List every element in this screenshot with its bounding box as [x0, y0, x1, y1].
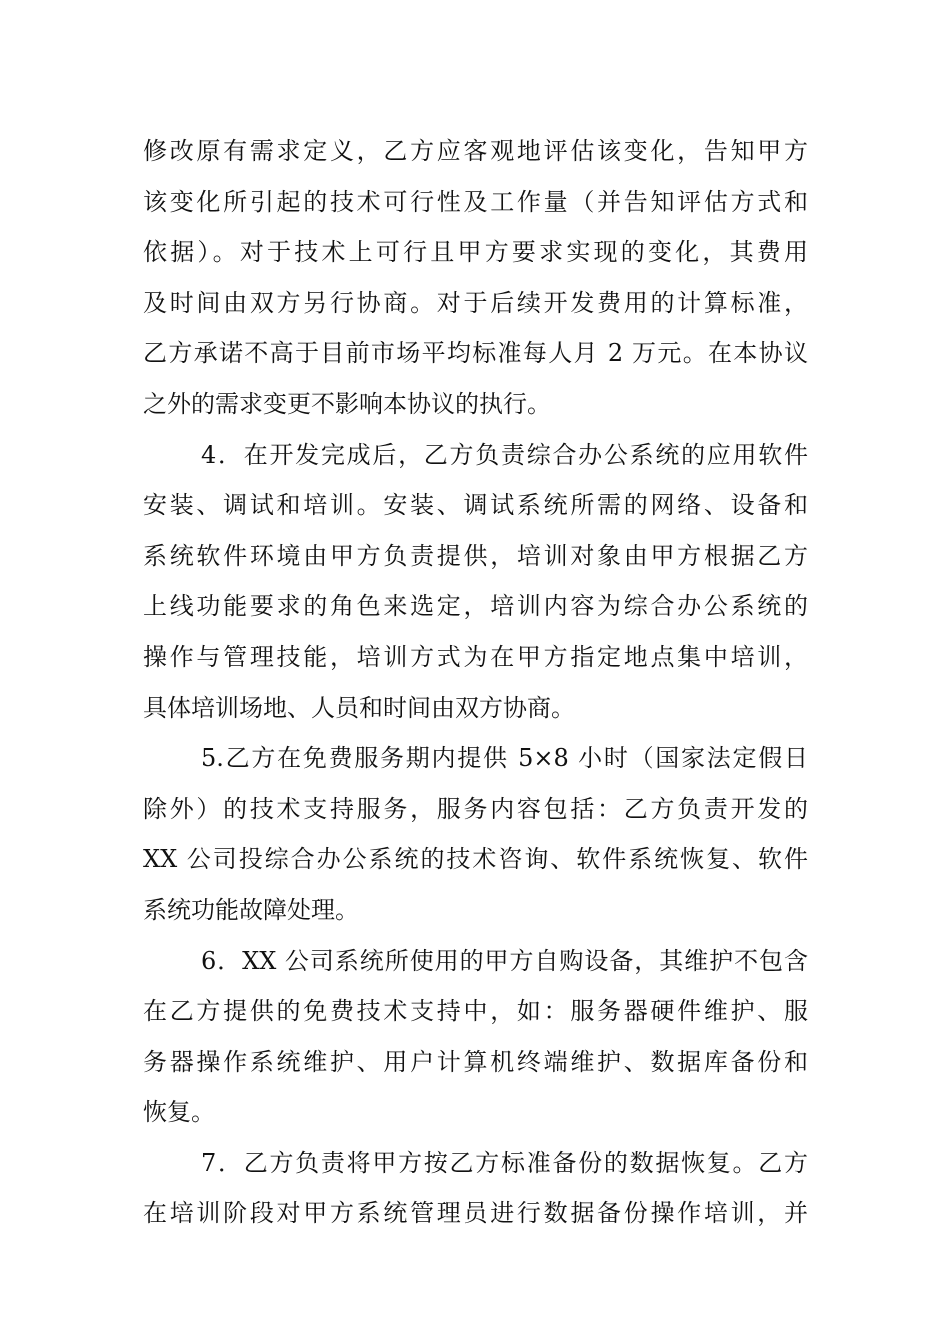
text-line: 在培训阶段对甲方系统管理员进行数据备份操作培训，并	[143, 1199, 808, 1228]
text-line: 务器操作系统维护、用户计算机终端维护、数据库备份和	[143, 1047, 808, 1076]
text-line: 除外）的技术支持服务，服务内容包括：乙方负责开发的	[143, 794, 808, 823]
text-line: 6．XX 公司系统所使用的甲方自购设备，其维护不包含	[201, 946, 808, 975]
text-line: 安装、调试和培训。安装、调试系统所需的网络、设备和	[143, 491, 808, 520]
text-line: 4．在开发完成后，乙方负责综合办公系统的应用软件	[201, 440, 808, 469]
text-line: 上线功能要求的角色来选定，培训内容为综合办公系统的	[143, 592, 808, 621]
text-line: 该变化所引起的技术可行性及工作量（并告知评估方式和	[143, 187, 808, 216]
text-line: 在乙方提供的免费技术支持中，如：服务器硬件维护、服	[143, 997, 808, 1026]
text-line: 修改原有需求定义，乙方应客观地评估该变化，告知甲方	[143, 137, 808, 165]
text-line: 乙方承诺不高于目前市场平均标准每人月 2 万元。在本协议	[143, 339, 808, 368]
text-line: 系统功能故障处理。	[143, 895, 359, 924]
text-line: 7．乙方负责将甲方按乙方标准备份的数据恢复。乙方	[201, 1148, 808, 1177]
text-line: XX 公司投综合办公系统的技术咨询、软件系统恢复、软件	[143, 845, 808, 874]
text-line: 具体培训场地、人员和时间由双方协商。	[143, 693, 575, 722]
text-line: 恢复。	[143, 1098, 215, 1127]
text-line: 操作与管理技能，培训方式为在甲方指定地点集中培训，	[143, 642, 808, 671]
text-line: 5.乙方在免费服务期内提供 5×8 小时（国家法定假日	[201, 744, 808, 773]
text-line: 系统软件环境由甲方负责提供，培训对象由甲方根据乙方	[143, 541, 808, 570]
text-line: 之外的需求变更不影响本协议的执行。	[143, 389, 551, 418]
contract-body-text	[143, 126, 808, 1239]
text-line: 及时间由双方另行协商。对于后续开发费用的计算标准，	[143, 288, 808, 317]
text-line: 依据）。对于技术上可行且甲方要求实现的变化，其费用	[143, 238, 808, 267]
